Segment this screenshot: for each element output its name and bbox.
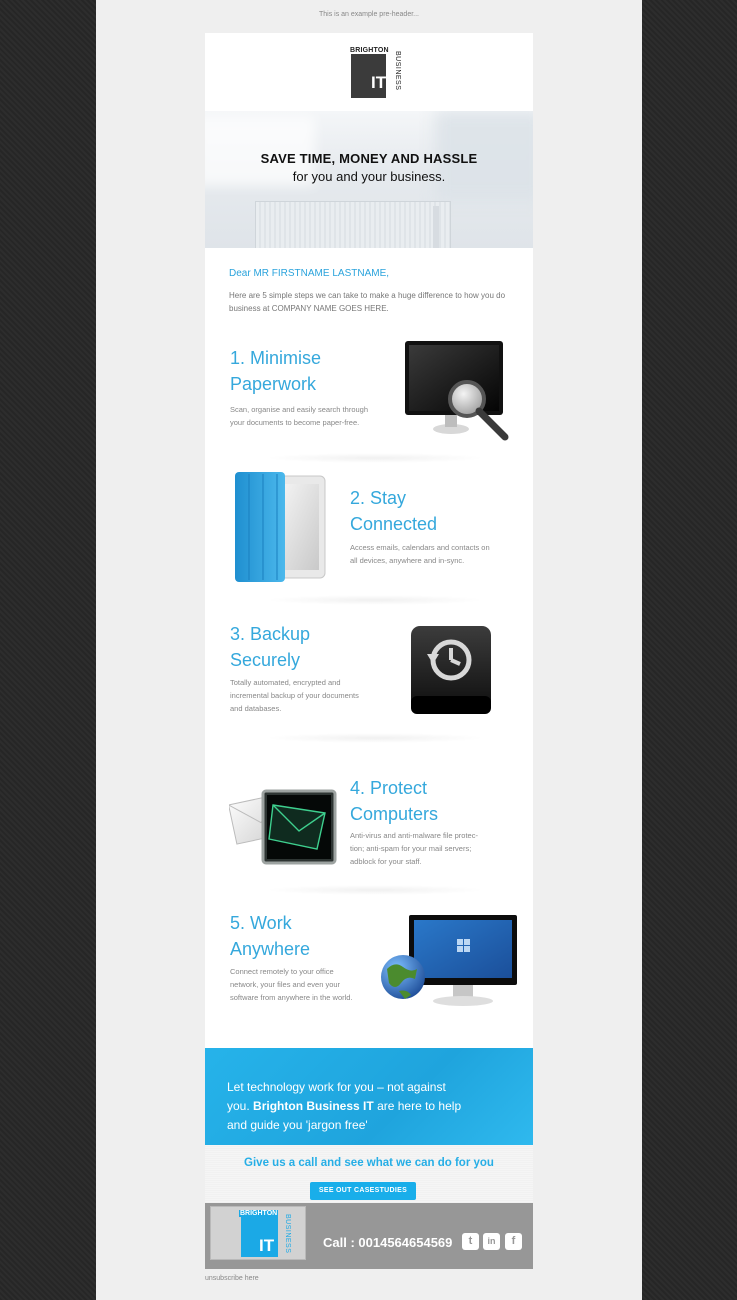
section-divider xyxy=(265,885,485,895)
hero-banner xyxy=(205,111,533,248)
email-body xyxy=(205,33,533,1269)
section-divider xyxy=(265,733,485,743)
tablet-cover-icon xyxy=(231,470,327,584)
footer xyxy=(205,1203,533,1269)
hero-subtitle: for you and your business. xyxy=(292,169,446,184)
globe-monitor-icon xyxy=(377,913,521,1009)
step-title-line: 4. Protect xyxy=(350,778,428,798)
call-headline: Give us a call and see what we can do for you xyxy=(244,1157,494,1169)
step-desc-line: Anti-virus and anti-malware file protec- xyxy=(350,831,478,840)
cta-text xyxy=(227,1078,517,1135)
step-title-line: Paperwork xyxy=(230,374,317,394)
call-to-action-area xyxy=(205,1145,533,1203)
email-canvas xyxy=(96,0,642,1300)
header-logo[interactable] xyxy=(205,33,533,111)
step-desc-line: Totally automated, encrypted and xyxy=(230,678,341,687)
step-title-line: Securely xyxy=(230,650,301,670)
step-title-line: 5. Work xyxy=(230,913,292,933)
step-title-line: 1. Minimise xyxy=(230,348,322,368)
cta-text-part: you. xyxy=(227,1099,250,1113)
step-desc-line: adblock for your staff. xyxy=(350,857,422,866)
step-description xyxy=(350,541,490,567)
preheader-text: This is an example pre-header... xyxy=(319,11,419,18)
protected-mail-icon xyxy=(229,783,337,867)
step-title-line: Connected xyxy=(350,514,438,534)
step-desc-line: network, your files and even your xyxy=(230,980,341,989)
step-title-line: Computers xyxy=(350,804,439,824)
hero-monitor-stand xyxy=(433,206,439,248)
section-divider xyxy=(265,595,485,605)
footer-logo-business-text: BUSINESS xyxy=(284,1214,291,1254)
monitor-magnifier-icon xyxy=(405,339,509,443)
step-title xyxy=(350,775,438,827)
cta-banner xyxy=(205,1048,533,1145)
step-description xyxy=(350,829,478,868)
footer-logo-brighton-text: BRIGHTON xyxy=(240,1210,278,1217)
footer-logo[interactable] xyxy=(210,1206,306,1260)
hero-monitor-image xyxy=(255,201,451,248)
cta-brand-name: Brighton Business IT xyxy=(253,1099,374,1113)
logo-business-text: BUSINESS xyxy=(394,51,401,91)
cta-line xyxy=(227,1097,517,1116)
phone-number[interactable]: Call : 0014564654569 xyxy=(323,1235,453,1250)
step-desc-line: tion; anti-spam for your mail servers; xyxy=(350,844,472,853)
step-desc-line: Scan, organise and easily search through xyxy=(230,405,369,414)
see-casestudies-button[interactable]: SEE OUT CASESTUDIES xyxy=(310,1182,416,1200)
cta-text-part: are here to help xyxy=(377,1099,462,1113)
linkedin-icon[interactable]: in xyxy=(483,1233,500,1250)
step-title xyxy=(230,910,310,962)
logo-mark xyxy=(351,49,386,98)
facebook-icon[interactable]: f xyxy=(505,1233,522,1250)
step-desc-line: incremental backup of your documents xyxy=(230,691,359,700)
step-description xyxy=(230,403,368,429)
step-title xyxy=(350,485,437,537)
backup-drive-icon xyxy=(405,624,497,716)
cta-line: and guide you 'jargon free' xyxy=(227,1118,368,1132)
step-desc-line: all devices, anywhere and in-sync. xyxy=(350,556,465,565)
step-title xyxy=(230,345,321,397)
step-desc-line: Connect remotely to your office xyxy=(230,967,334,976)
step-title-line: 2. Stay xyxy=(350,488,407,508)
step-title-line: Anywhere xyxy=(230,939,311,959)
cta-line: Let technology work for you – not against xyxy=(227,1080,446,1094)
step-desc-line: and databases. xyxy=(230,704,282,713)
right-background-panel xyxy=(642,0,737,1300)
intro-text: Here are 5 simple steps we can take to make a huge difference to how you do business at COMPANY NAME GOES HERE. xyxy=(229,291,506,313)
logo-it-text: IT xyxy=(371,73,387,92)
step-description xyxy=(230,676,359,715)
step-title xyxy=(230,621,310,673)
step-desc-line: your documents to become paper-free. xyxy=(230,418,360,427)
twitter-icon[interactable]: t xyxy=(462,1233,479,1250)
step-desc-line: software from anywhere in the world. xyxy=(230,993,353,1002)
step-desc-line: Access emails, calendars and contacts on xyxy=(350,543,490,552)
unsubscribe-link[interactable]: unsubscribe here xyxy=(205,1275,259,1282)
step-description xyxy=(230,965,353,1004)
section-divider xyxy=(265,453,485,463)
footer-logo-it-text: IT xyxy=(259,1236,275,1255)
hero-title: SAVE TIME, MONEY AND HASSLE xyxy=(260,151,478,166)
greeting: Dear MR FIRSTNAME LASTNAME, xyxy=(229,268,390,279)
left-background-panel xyxy=(0,0,96,1300)
step-title-line: 3. Backup xyxy=(230,624,311,644)
logo-brighton-text: BRIGHTON xyxy=(350,47,389,54)
